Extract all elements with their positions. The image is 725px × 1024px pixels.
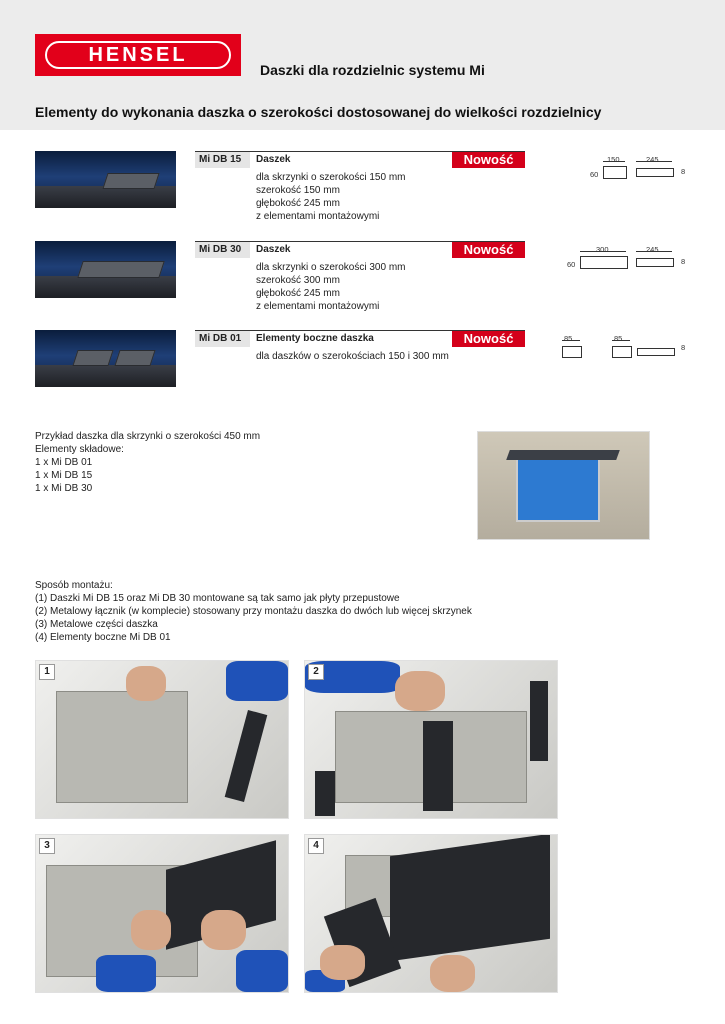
example-line: Przykład daszka dla skrzynki o szerokości 450 mm xyxy=(35,431,261,442)
product-name: Daszek xyxy=(256,154,291,165)
desc-line: z elementami montażowymi xyxy=(256,301,380,312)
step-number: 4 xyxy=(308,838,324,854)
new-badge: Nowość xyxy=(452,331,525,347)
desc-line: szerokość 150 mm xyxy=(256,185,340,196)
step-photo-1 xyxy=(35,660,289,819)
dim-height: 60 xyxy=(590,170,599,179)
step-number: 1 xyxy=(39,664,55,680)
mounting-instructions xyxy=(35,579,472,644)
dim-width: 150 xyxy=(607,155,620,164)
mounting-line: (1) Daszki Mi DB 15 oraz Mi DB 30 montowane są tak samo jak płyty przepustowe xyxy=(35,593,400,604)
desc-line: dla skrzynki o szerokości 150 mm xyxy=(256,172,406,183)
example-line: 1 x Mi DB 15 xyxy=(35,470,93,481)
desc-line: dla skrzynki o szerokości 300 mm xyxy=(256,262,406,273)
desc-line: dla daszków o szerokościach 150 i 300 mm xyxy=(256,351,449,362)
product-code: Mi DB 01 xyxy=(195,331,250,347)
logo-text: HENSEL xyxy=(88,43,188,66)
step-number: 3 xyxy=(39,838,55,854)
product-name: Daszek xyxy=(256,244,291,255)
dim-thickness: 8 xyxy=(681,167,686,176)
dim-a: 85 xyxy=(564,334,573,343)
example-line: Elementy składowe: xyxy=(35,444,124,455)
step-photo-3 xyxy=(35,834,289,993)
desc-line: z elementami montażowymi xyxy=(256,211,380,222)
example-description xyxy=(35,430,260,495)
example-line: 1 x Mi DB 30 xyxy=(35,483,93,494)
desc-line: głębokość 245 mm xyxy=(256,198,340,209)
dim-width: 300 xyxy=(596,245,609,254)
dim-depth: 245 xyxy=(646,155,659,164)
product-description xyxy=(256,261,406,313)
product-description xyxy=(256,171,406,223)
mounting-line: Sposób montażu: xyxy=(35,580,113,591)
dim-thickness: 8 xyxy=(681,257,686,266)
dim-height: 60 xyxy=(567,260,576,269)
desc-line: szerokość 300 mm xyxy=(256,275,340,286)
product-description xyxy=(256,350,449,363)
step-number: 2 xyxy=(308,664,324,680)
dim-b: 85 xyxy=(614,334,623,343)
page-title: Daszki dla rozdzielnic systemu Mi xyxy=(260,62,485,78)
example-line: 1 x Mi DB 01 xyxy=(35,457,93,468)
step-photo-4 xyxy=(304,834,558,993)
new-badge: Nowość xyxy=(452,242,525,258)
product-photo-db15 xyxy=(35,151,176,208)
step-photo-2 xyxy=(304,660,558,819)
product-photo-db30 xyxy=(35,241,176,298)
hensel-logo xyxy=(35,34,241,76)
mounting-line: (3) Metalowe części daszka xyxy=(35,619,158,630)
product-name: Elementy boczne daszka xyxy=(256,333,374,344)
product-photo-db01 xyxy=(35,330,176,387)
dim-thickness: 8 xyxy=(681,343,686,352)
mounting-line: (4) Elementy boczne Mi DB 01 xyxy=(35,632,171,643)
example-photo xyxy=(477,431,650,540)
dim-depth: 245 xyxy=(646,245,659,254)
mounting-line: (2) Metalowy łącznik (w komplecie) stosowany przy montażu daszka do dwóch lub więcej skrzynek xyxy=(35,606,472,617)
section-subtitle: Elementy do wykonania daszka o szerokości dostosowanej do wielkości rozdzielnicy xyxy=(35,104,602,120)
new-badge: Nowość xyxy=(452,152,525,168)
desc-line: głębokość 245 mm xyxy=(256,288,340,299)
product-code: Mi DB 15 xyxy=(195,152,250,168)
product-code: Mi DB 30 xyxy=(195,242,250,258)
